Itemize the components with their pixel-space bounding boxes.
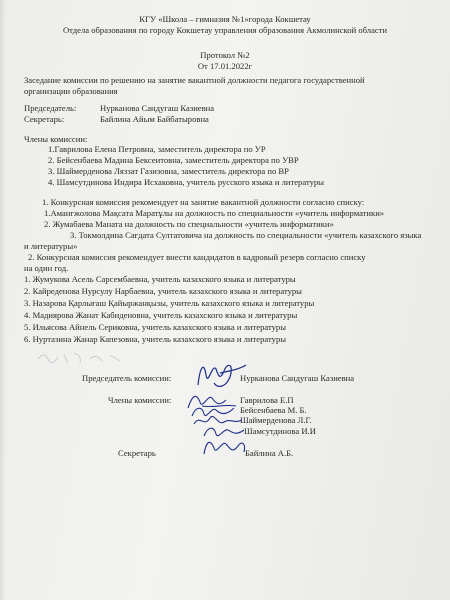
signature-member-name: Бейсенбаева М. Б. [240,405,307,415]
member-item: 1.Гаврилова Елена Петровна, заместитель директора по УР [48,144,266,154]
protocol-number: Протокол №2 [200,50,250,60]
secretary-label: Секретарь: [24,114,65,124]
signature-members-label: Члены комиссии: [108,395,172,405]
member-item: 3. Шаймерденова Ляззат Газизовна, заместитель директора по ВР [48,166,289,176]
decision-2-text: 2. Конкурсная комиссия рекомендует внести кандидатов в кадровый резерв согласно списку [28,252,366,262]
org-line-2: Отдела образования по городу Кокшетау управления образования Акмолинской области [62,25,388,35]
signature-chair-label: Председатель комиссии: [82,373,172,383]
reserve-item: 1. Жумукова Асель Сарсембаевна, учитель казахского языка и литературы [24,274,296,284]
signature-member-name: Шаймерденова Л.Г. [240,415,312,425]
page-edge-shadow [0,0,6,600]
protocol-date: От 17.01.2022г [197,61,253,71]
chair-name: Нурканова Сандугаш Казиевна [100,103,215,113]
members-heading: Члены комиссии: [24,134,88,144]
reserve-item: 5. Ильясова Айнель Сериковна, учитель казахского языка и литературы [24,322,287,332]
protocol-subject-line-1: Заседание комиссии по решению на занятие вакантной должности педагога государственной [24,75,365,85]
signature-member-name: Шамсутдинова И.И [244,426,316,436]
recommended-item: 3. Токмолдина Сағдата Султатовича на должность по специальности «учитель казахского языка [70,230,422,240]
protocol-subject-line-2: организации образования [24,86,118,96]
org-line-1: КГУ «Школа – гимназия №1»города Кокшетау [139,14,311,24]
recommended-item: 2. Жумабаева Маната на должность по специальности «учитель информатики» [44,219,334,229]
recommended-item-continuation: и литературы» [24,241,78,251]
reserve-item: 4. Мадиярова Жанат Кабиденовна, учитель казахского языка и литературы [24,310,298,320]
secretary-signature [198,434,250,460]
decision-1-text: 1. Конкурсная комиссия рекомендует на занятие вакантной должности согласно списку: [42,197,365,207]
signature-secretary-label: Секретарь [118,448,156,458]
reserve-item: 3. Назарова Қарлығаш Қайыржанқызы, учитель казахского языка и литературы [24,298,315,308]
secretary-name: Байлина Айым Байбатыровна [100,114,209,124]
faint-ink-mark [30,345,150,367]
signature-member-name: Гаврилова Е.П [240,395,294,405]
signature-chair-name: Нурканова Сандугаш Казиевна [240,373,355,383]
member-item: 2. Бейсенбаева Мадина Бексеитовна, заместитель директора по УВР [48,155,299,165]
reserve-item: 2. Кайреденова Нурсулу Нарбаевна, учитель казахского языка и литературы [24,286,302,296]
member-item: 4. Шамсутдинова Индира Исхаковна, учитель русского языка и литературы [48,177,324,187]
signature-secretary-name: Байлина А.Б. [245,448,294,458]
recommended-item: 1.Амангжолова Мақсата Маратұлы на должность по специальности «учитель информатики» [44,208,385,218]
chair-label: Председатель: [24,103,77,113]
decision-2-text-continuation: на один год. [24,263,69,273]
reserve-item: 6. Нуртазина Жанар Капезовна, учитель казахского языка и литературы [24,334,287,344]
